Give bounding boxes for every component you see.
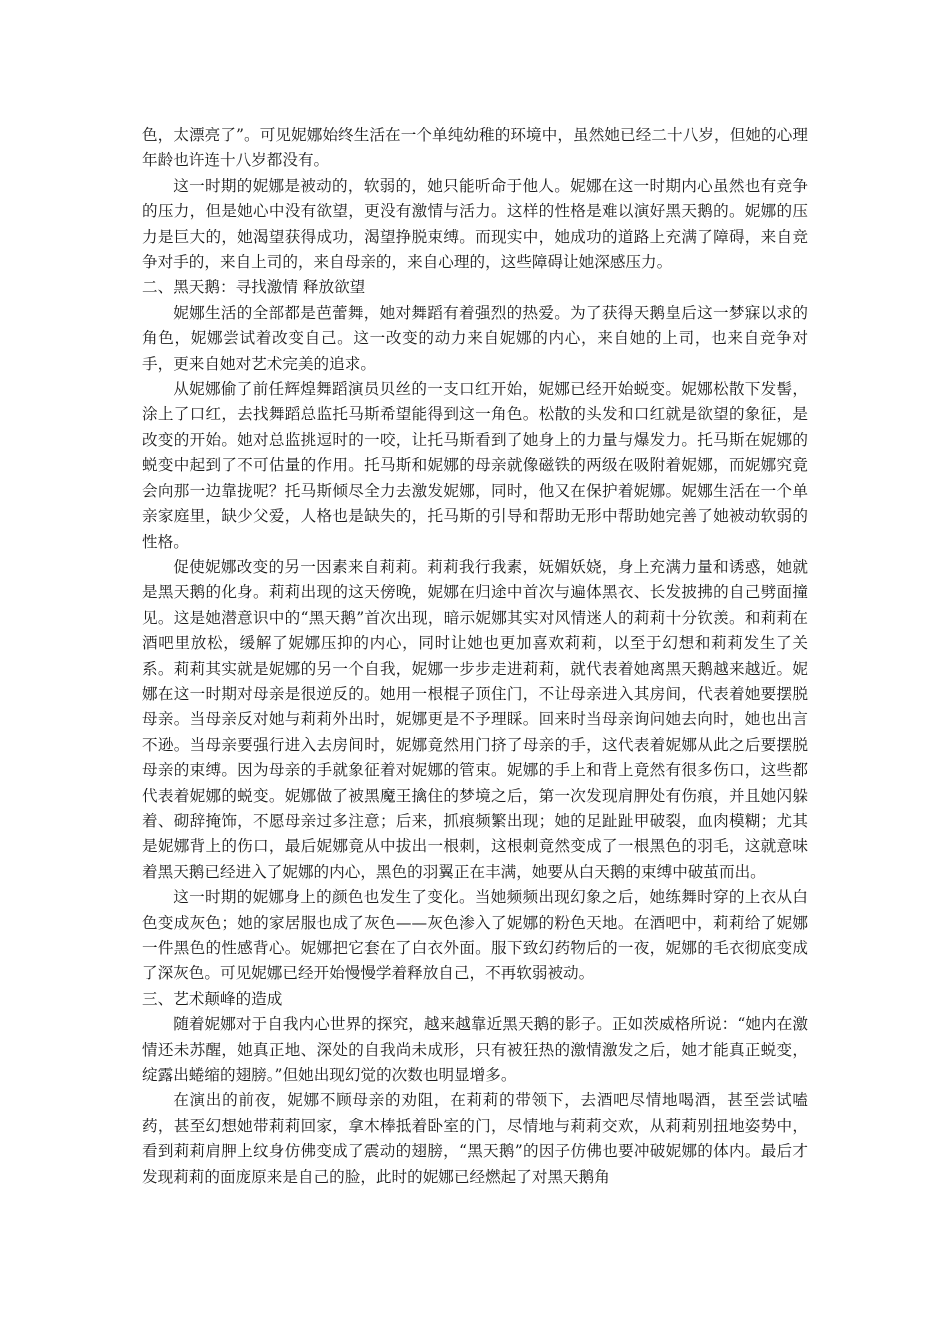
paragraph-continuation: 色，太漂亮了”。可见妮娜始终生活在一个单纯幼稚的环境中，虽然她已经二十八岁，但她的心理年龄也许连十八岁都没有。 — [142, 126, 808, 170]
paragraph: 妮娜生活的全部都是芭蕾舞，她对舞蹈有着强烈的热爱。为了获得天鹅皇后这一梦寐以求的角色，妮娜尝试着改变自己。这一改变的动力来自妮娜的内心，来自她的上司，也来自竞争对手，更来自她对艺术完美的追求。 — [142, 303, 808, 373]
paragraph: 从妮娜偷了前任辉煌舞蹈演员贝丝的一支口红开始，妮娜已经开始蜕变。妮娜松散下发髻，涂上了口红，去找舞蹈总监托马斯希望能得到这一角色。松散的头发和口红就是欲望的象征，是改变的开始。她对总监挑逗时的一咬，让托马斯看到了她身上的力量与爆发力。托马斯在妮娜的蜕变中起到了不可估量的作用。托马斯和妮娜的母亲就像磁铁的两级在吸附着妮娜，而妮娜究竟会向那一边靠拢呢？托马斯倾尽全力去激发妮娜，同时，他又在保护着妮娜。妮娜生活在一个单亲家庭里，缺少父爱，人格也是缺失的，托马斯的引导和帮助无形中帮助她完善了她被动软弱的性格。 — [142, 380, 808, 551]
document-page — [142, 123, 808, 1190]
section-heading: 三、艺术颠峰的造成 — [142, 989, 283, 1008]
paragraph: 随着妮娜对于自我内心世界的探究，越来越靠近黑天鹅的影子。正如茨威格所说：“她内在激情还未苏醒，她真正地、深处的自我尚未成形，只有被狂热的激情激发之后，她才能真正蜕变，绽露出蜷缩的翅膀。”但她出现幻觉的次数也明显增多。 — [142, 1015, 808, 1085]
paragraph: 在演出的前夜，妮娜不顾母亲的劝阻，在莉莉的带领下，去酒吧尽情地喝酒，甚至尝试嗑药，甚至幻想她带莉莉回家，拿木棒抵着卧室的门，尽情地与莉莉交欢，从莉莉别扭地姿势中，看到莉莉肩胛上纹身仿佛变成了震动的翅膀，“黑天鹅”的因子仿佛也要冲破妮娜的体内。最后才发现莉莉的面庞原来是自己的脸，此时的妮娜已经燃起了对黑天鹅角 — [142, 1091, 808, 1186]
paragraph: 这一时期的妮娜身上的颜色也发生了变化。当她频频出现幻象之后，她练舞时穿的上衣从白色变成灰色；她的家居服也成了灰色——灰色渗入了妮娜的粉色天地。在酒吧中，莉莉给了妮娜一件黑色的性感背心。妮娜把它套在了白衣外面。服下致幻药物后的一夜，妮娜的毛衣彻底变成了深灰色。可见妮娜已经开始慢慢学着释放自己，不再软弱被动。 — [142, 888, 808, 983]
paragraph: 促使妮娜改变的另一因素来自莉莉。莉莉我行我素，妩媚妖娆，身上充满力量和诱惑，她就是黑天鹅的化身。莉莉出现的这天傍晚，妮娜在归途中首次与遍体黑衣、长发披拂的自己劈面撞见。这是她潜意识中的“黑天鹅”首次出现，暗示妮娜其实对风情迷人的莉莉十分钦羡。和莉莉在酒吧里放松，缓解了妮娜压抑的内心，同时让她也更加喜欢莉莉，以至于幻想和莉莉发生了关系。莉莉其实就是妮娜的另一个自我，妮娜一步步走进莉莉，就代表着她离黑天鹅越来越近。妮娜在这一时期对母亲是很逆反的。她用一根棍子顶住门，不让母亲进入其房间，代表着她要摆脱母亲。当母亲反对她与莉莉外出时，妮娜更是不予理睬。回来时当母亲询问她去向时，她也出言不逊。当母亲要强行进入去房间时，妮娜竟然用门挤了母亲的手，这代表着妮娜从此之后要摆脱母亲的束缚。因为母亲的手就象征着对妮娜的管束。妮娜的手上和背上竟然有很多伤口，这些都代表着妮娜的蜕变。妮娜做了被黑魔王擒住的梦境之后，第一次发现肩胛处有伤痕，并且她闪躲着、砌辞掩饰，不愿母亲过多注意；后来，抓痕频繁出现；她的足趾趾甲破裂，血肉模糊；尤其是妮娜背上的伤口，最后妮娜竟从中拔出一根刺，这根刺竟然变成了一根黑色的羽毛，这就意味着黑天鹅已经进入了妮娜的内心，黑色的羽翼正在丰满，她要从白天鹅的束缚中破茧而出。 — [142, 557, 808, 881]
paragraph: 这一时期的妮娜是被动的，软弱的，她只能听命于他人。妮娜在这一时期内心虽然也有竞争的压力，但是她心中没有欲望，更没有激情与活力。这样的性格是难以演好黑天鹅的。妮娜的压力是巨大的，她渴望获得成功，渴望挣脱束缚。而现实中，她成功的道路上充满了障碍，来自竞争对手的，来自上司的，来自母亲的，来自心理的，这些障碍让她深感压力。 — [142, 176, 808, 272]
section-heading: 二、黑天鹅：寻找激情 释放欲望 — [142, 278, 366, 297]
